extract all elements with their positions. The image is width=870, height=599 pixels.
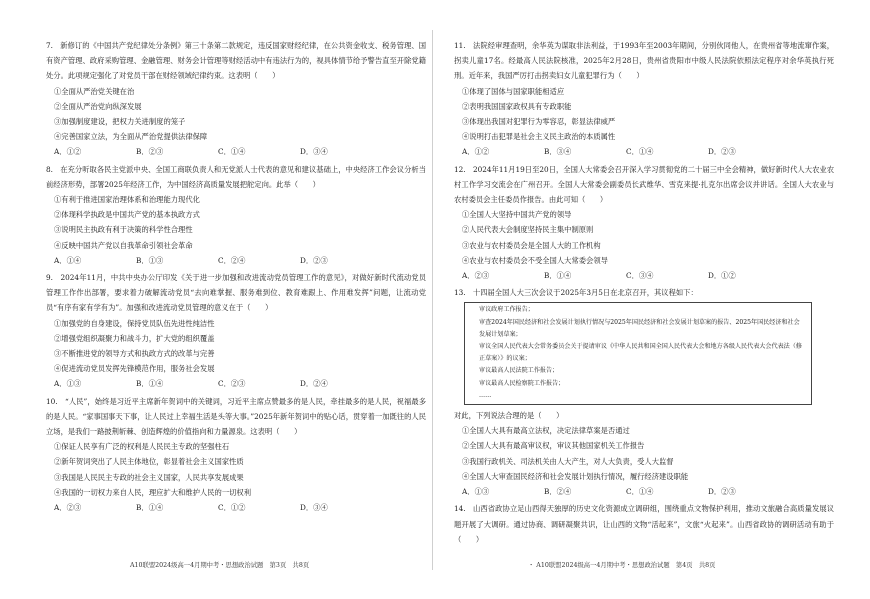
question-12 (454, 162, 834, 284)
choice-d: D．①② (708, 271, 736, 281)
question-11 (454, 38, 834, 160)
choice-b: B．②③ (136, 147, 164, 157)
option: ④全国人大审查国民经济和社会发展计划执行情况，履行经济建设职能 (462, 471, 689, 481)
choice-d: D．②③ (708, 487, 736, 497)
question-stem: 8. 在充分听取各民主党派中央、全国工商联负责人和无党派人士代表的意见和建议基础上，中央经济工作会议分析当前经济形势，部署2025年经济工作，为中国经济高质量发展把舵定向。此举（ ） (46, 164, 426, 189)
question-10 (46, 394, 426, 516)
choice-b: B．①③ (136, 255, 164, 265)
question-8 (46, 162, 426, 268)
choice-c: C．②④ (218, 255, 246, 265)
choice-a: A．①④ (54, 255, 82, 265)
choice-c: C．①④ (626, 487, 654, 497)
question-stem: 13. 十四届全国人大三次会议于2025年3月5日在北京召开，其议程如下： (454, 288, 698, 298)
choice-c: C．①④ (218, 147, 246, 157)
footer-left: A10联盟2024级高一4月期中考・思想政治试题 第3页 共8页 (130, 562, 310, 569)
option: ①全国人大坚持中国共产党的领导 (462, 210, 572, 220)
option: ③我国行政机关、司法机关由人大产生，对人大负责，受人大监督 (462, 456, 674, 466)
choice-b: B．①④ (136, 379, 164, 389)
choice-a: A．①② (54, 147, 82, 157)
option: ④促进流动党员发挥先锋模范作用，服务社会发展 (54, 364, 215, 374)
option: ①体现了国体与国家职能相适应 (462, 86, 565, 96)
option: ④反映中国共产党以自我革命引领社会革命 (54, 240, 193, 250)
option: ①全国人大具有最高立法权，决定法律草案是否通过 (462, 426, 630, 436)
choice-b: B．③④ (544, 147, 572, 157)
footer-right: ・ A10联盟2024级高一4月期中考・思想政治试题 第4页 共8页 (528, 562, 716, 569)
option: ②全面从严治党向纵深发展 (54, 101, 142, 111)
choice-c: C．②③ (218, 379, 246, 389)
option: ④说明打击犯罪是社会主义民主政治的本质属性 (462, 132, 616, 142)
option: ②新年贺词突出了人民主体地位，彰显着社会主义国家性质 (54, 457, 244, 467)
agenda-item: 审议政府工作报告； (479, 306, 534, 314)
option: ③体现出我国对犯罪行为零容忍，彰显法律威严 (462, 117, 616, 127)
option: ④农业与农村委员会不受全国人大常委会领导 (462, 255, 608, 265)
choice-a: A．②③ (462, 271, 490, 281)
answer-choices (46, 376, 426, 391)
question-stem: 11. 法院经审理查明，余华英为谋取非法利益，于1993年至2003年期间，分别伙同他人，在贵州省等地流窜作案，拐卖儿童17名。经最高人民法院核准，2025年2月28日，贵州省贵阳市中级人民法院依照法定程序对余华英执行死刑。近年来，我国严厉打击拐卖妇女儿童犯罪行为（ ） (454, 41, 834, 81)
choice-c: C．③④ (626, 271, 654, 281)
option: ①有利于推进国家治理体系和治理能力现代化 (54, 195, 200, 205)
agenda-item: 审议最高人民检察院工作报告； (479, 379, 565, 387)
option: ③加强制度建设，把权力关进制度的笼子 (54, 117, 186, 127)
question-stem: 10. “人民”，始终是习近平主席新年贺词中的关键词，习近平主席点赞最多的是人民，牵挂最多的是人民，祝福最多的是人民。“家事国事天下事，让人民过上幸福生活是头等大事。”2025年新年贺词中的贴心话，贯穿着一加既往的人民立场，是我们一路披荆斩棘、创造辉煌的价值指向和力量源泉。这表明（ ） (46, 396, 426, 437)
choice-d: D．②③ (300, 255, 328, 265)
choice-d: D．②④ (300, 379, 328, 389)
question-stem: 7. 新修订的《中国共产党纪律处分条例》第三十条第二款规定，违反国家财经纪律，在公共资金收支、税务管理、国有资产管理、政府采购管理、金融管理、财务会计管理等财经活动中有违法行为的，视具体情节给予警告直至开除党籍处分。此项规定强化了对党员干部在财经领域纪律约束。这表明（ ） (46, 41, 426, 81)
agenda-item: 审议全国人民代表大会常务委员会关于提请审议《中华人民共和国全国人民代表大会和地方各级人民代表大会代表法（修正草案）》的议案； (479, 343, 802, 363)
choice-b: B．①④ (544, 271, 572, 281)
choice-a: A．①③ (54, 379, 82, 389)
choice-c: C．①② (218, 503, 246, 513)
answer-choices (46, 253, 426, 268)
answer-choices (454, 484, 834, 499)
option: ③不断推进党的领导方式和执政方式的改革与完善 (54, 349, 215, 359)
choice-b: B．①④ (136, 503, 164, 513)
agenda-box (464, 302, 812, 405)
answer-choices (454, 268, 834, 283)
right-column (454, 38, 834, 547)
option: ④我国的一切权力来自人民，理应扩大和维护人民的一切权利 (54, 487, 252, 497)
agenda-item: 审查2024年国民经济和社会发展计划执行情况与2025年国民经济和社会发展计划草案的报告、2025年国民经济和社会发展计划草案； (479, 318, 800, 338)
choice-a: A．①② (462, 147, 490, 157)
choice-d: D．②③ (708, 147, 736, 157)
question-stem: 14. 山西省政协立足山西得天独厚的历史文化资源成立调研组，围绕重点文物保护利用，推动文旅融合高质量发展议题开展了大调研。通过协商、调研凝聚共识，让山西的文物“活起来”，文旅“火起来”。山西省政协的调研活动有助于（ ） (454, 504, 834, 544)
column-divider (432, 30, 433, 570)
question-14 (454, 501, 834, 547)
choice-c: C．①④ (626, 147, 654, 157)
option: ①加强党的自身建设，保持党员队伍先进性纯洁性 (54, 318, 215, 328)
option: ①全面从严治党关键在治 (54, 86, 135, 96)
question-13 (454, 285, 834, 499)
choice-b: B．②④ (544, 487, 572, 497)
option: ③农业与农村委员会是全国人大的工作机构 (462, 240, 601, 250)
agenda-item: 审议最高人民法院工作报告； (479, 367, 559, 375)
answer-choices (46, 500, 426, 515)
option: ③我国是人民民主专政的社会主义国家，人民共享发展成果 (54, 472, 244, 482)
question-stem: 12. 2024年11月19日至20日，全国人大常委会召开深入学习贯彻党的二十届三中全会精神，做好新时代人大农业农村工作学习交流会在广州召开。全国人大常委会副委员长武维华、雪克来提·扎克尔出席会议并讲话。全国人大农业与农村委员会主任委员作报告。由此可知（ ） (454, 164, 834, 205)
answer-choices (454, 144, 834, 159)
choice-a: A．①③ (462, 487, 490, 497)
choice-d: D．③④ (300, 147, 328, 157)
question-7 (46, 38, 426, 160)
question-9 (46, 270, 426, 392)
agenda-item: …… (479, 391, 492, 399)
option: ②人民代表大会制度坚持民主集中制原则 (462, 225, 594, 235)
question-stem: 9. 2024年11月，中共中央办公厅印发《关于进一步加强和改进流动党员管理工作的意见》，对做好新时代流动党员管理工作作出部署，要求着力破解流动党员“去向难掌握、服务难到位、教育难跟上、作用难发挥”问题，让流动党员“有序有家有学有为”。加强和改进流动党员管理的意义在于（ ） (46, 273, 426, 313)
answer-choices (46, 144, 426, 159)
option: ②增强党组织凝聚力和战斗力，扩大党的组织覆盖 (54, 333, 215, 343)
choice-a: A．②③ (54, 503, 82, 513)
option: ②全国人大具有最高审议权，审议其他国家机关工作报告 (462, 441, 645, 451)
choice-d: D．③④ (300, 503, 328, 513)
left-column (46, 38, 426, 517)
option: ④完善国家立法，为全面从严治党提供法律保障 (54, 132, 208, 142)
option: ①保证人民享有广泛的权利是人民民主专政的坚强柱石 (54, 442, 230, 452)
option: ②表明我国国家政权具有专政职能 (462, 101, 572, 111)
option: ③说明民主执政有利于决策的科学性合理性 (54, 225, 193, 235)
question-prompt: 对此，下列说法合理的是（ ） (454, 411, 564, 421)
option: ②体现科学执政是中国共产党的基本执政方式 (54, 210, 200, 220)
